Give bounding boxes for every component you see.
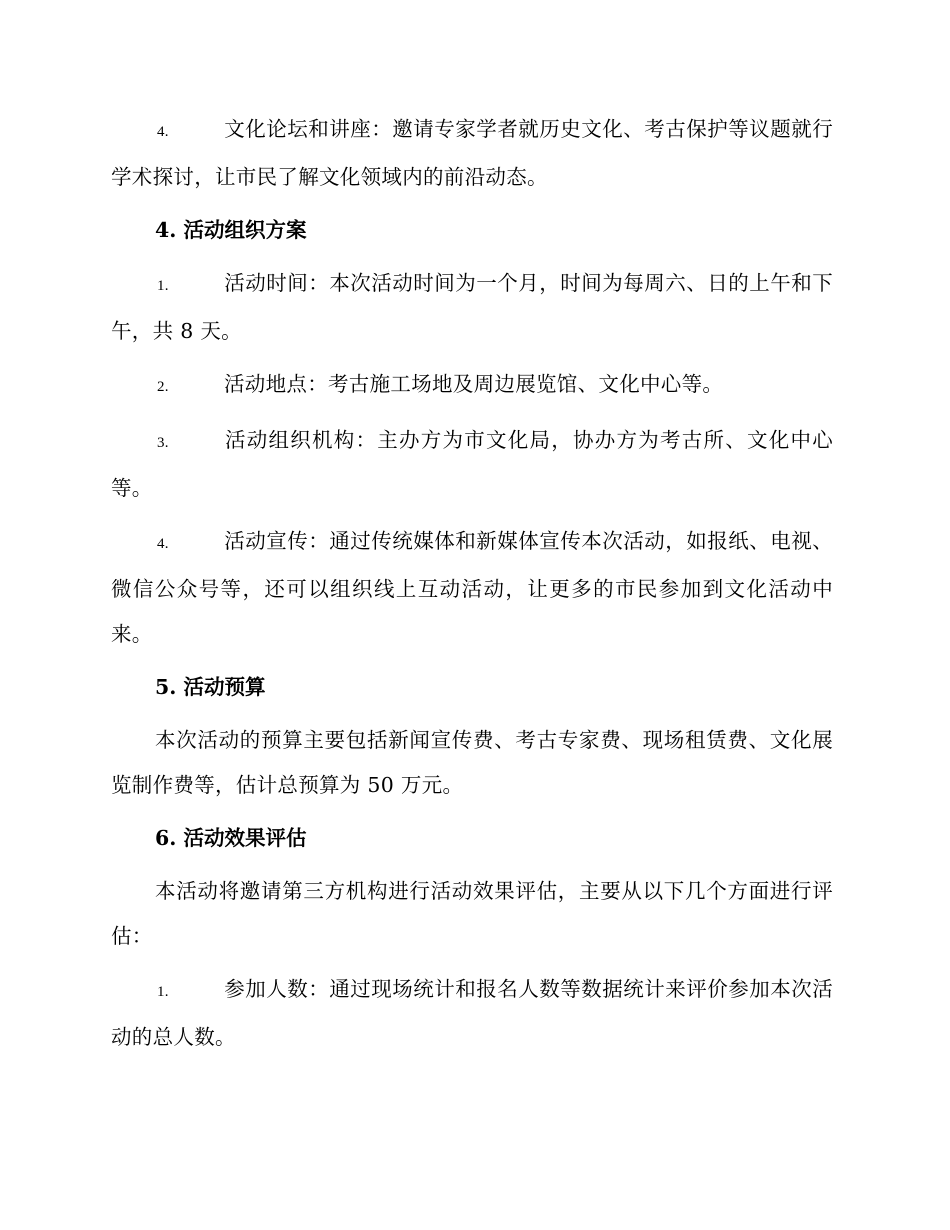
list-item-number: 4.	[157, 124, 169, 140]
list-item-text: 活动地点：考古施工场地及周边展览馆、文化中心等。	[224, 372, 724, 396]
paragraph: 本次活动的预算主要包括新闻宣传费、考古专家费、现场租赁费、文化展览制作费等，估计总预算为 50 万元。	[111, 728, 833, 797]
section-heading: 6. 活动效果评估	[155, 826, 307, 850]
list-item-number: 1.	[157, 984, 169, 1000]
document-body	[111, 107, 833, 1068]
list-item-text: 文化论坛和讲座：邀请专家学者就历史文化、考古保护等议题就行学术探讨，让市民了解文化领域内的前沿动态。	[111, 117, 833, 189]
list-item-text: 参加人数：通过现场统计和报名人数等数据统计来评价参加本次活动的总人数。	[111, 977, 833, 1049]
list-item	[111, 418, 833, 511]
list-item	[111, 967, 833, 1060]
list-item-number: 1.	[157, 278, 169, 294]
list-item-number: 3.	[157, 435, 169, 451]
list-item-text: 活动时间：本次活动时间为一个月，时间为每周六、日的上午和下午，共 8 天。	[111, 271, 833, 343]
list-item	[111, 519, 833, 657]
list-item	[111, 107, 833, 200]
list-item-number: 4.	[157, 536, 169, 552]
list-item-text: 活动组织机构：主办方为市文化局，协办方为考古所、文化中心等。	[111, 428, 833, 500]
paragraph: 本活动将邀请第三方机构进行活动效果评估，主要从以下几个方面进行评估：	[111, 879, 833, 948]
list-item	[111, 261, 833, 354]
list-item-text: 活动宣传：通过传统媒体和新媒体宣传本次活动，如报纸、电视、微信公众号等，还可以组织线上互动活动，让更多的市民参加到文化活动中来。	[111, 529, 833, 646]
section-heading: 4. 活动组织方案	[155, 218, 307, 242]
list-item	[111, 362, 833, 410]
section-heading: 5. 活动预算	[155, 675, 266, 699]
list-item-number: 2.	[157, 379, 169, 395]
